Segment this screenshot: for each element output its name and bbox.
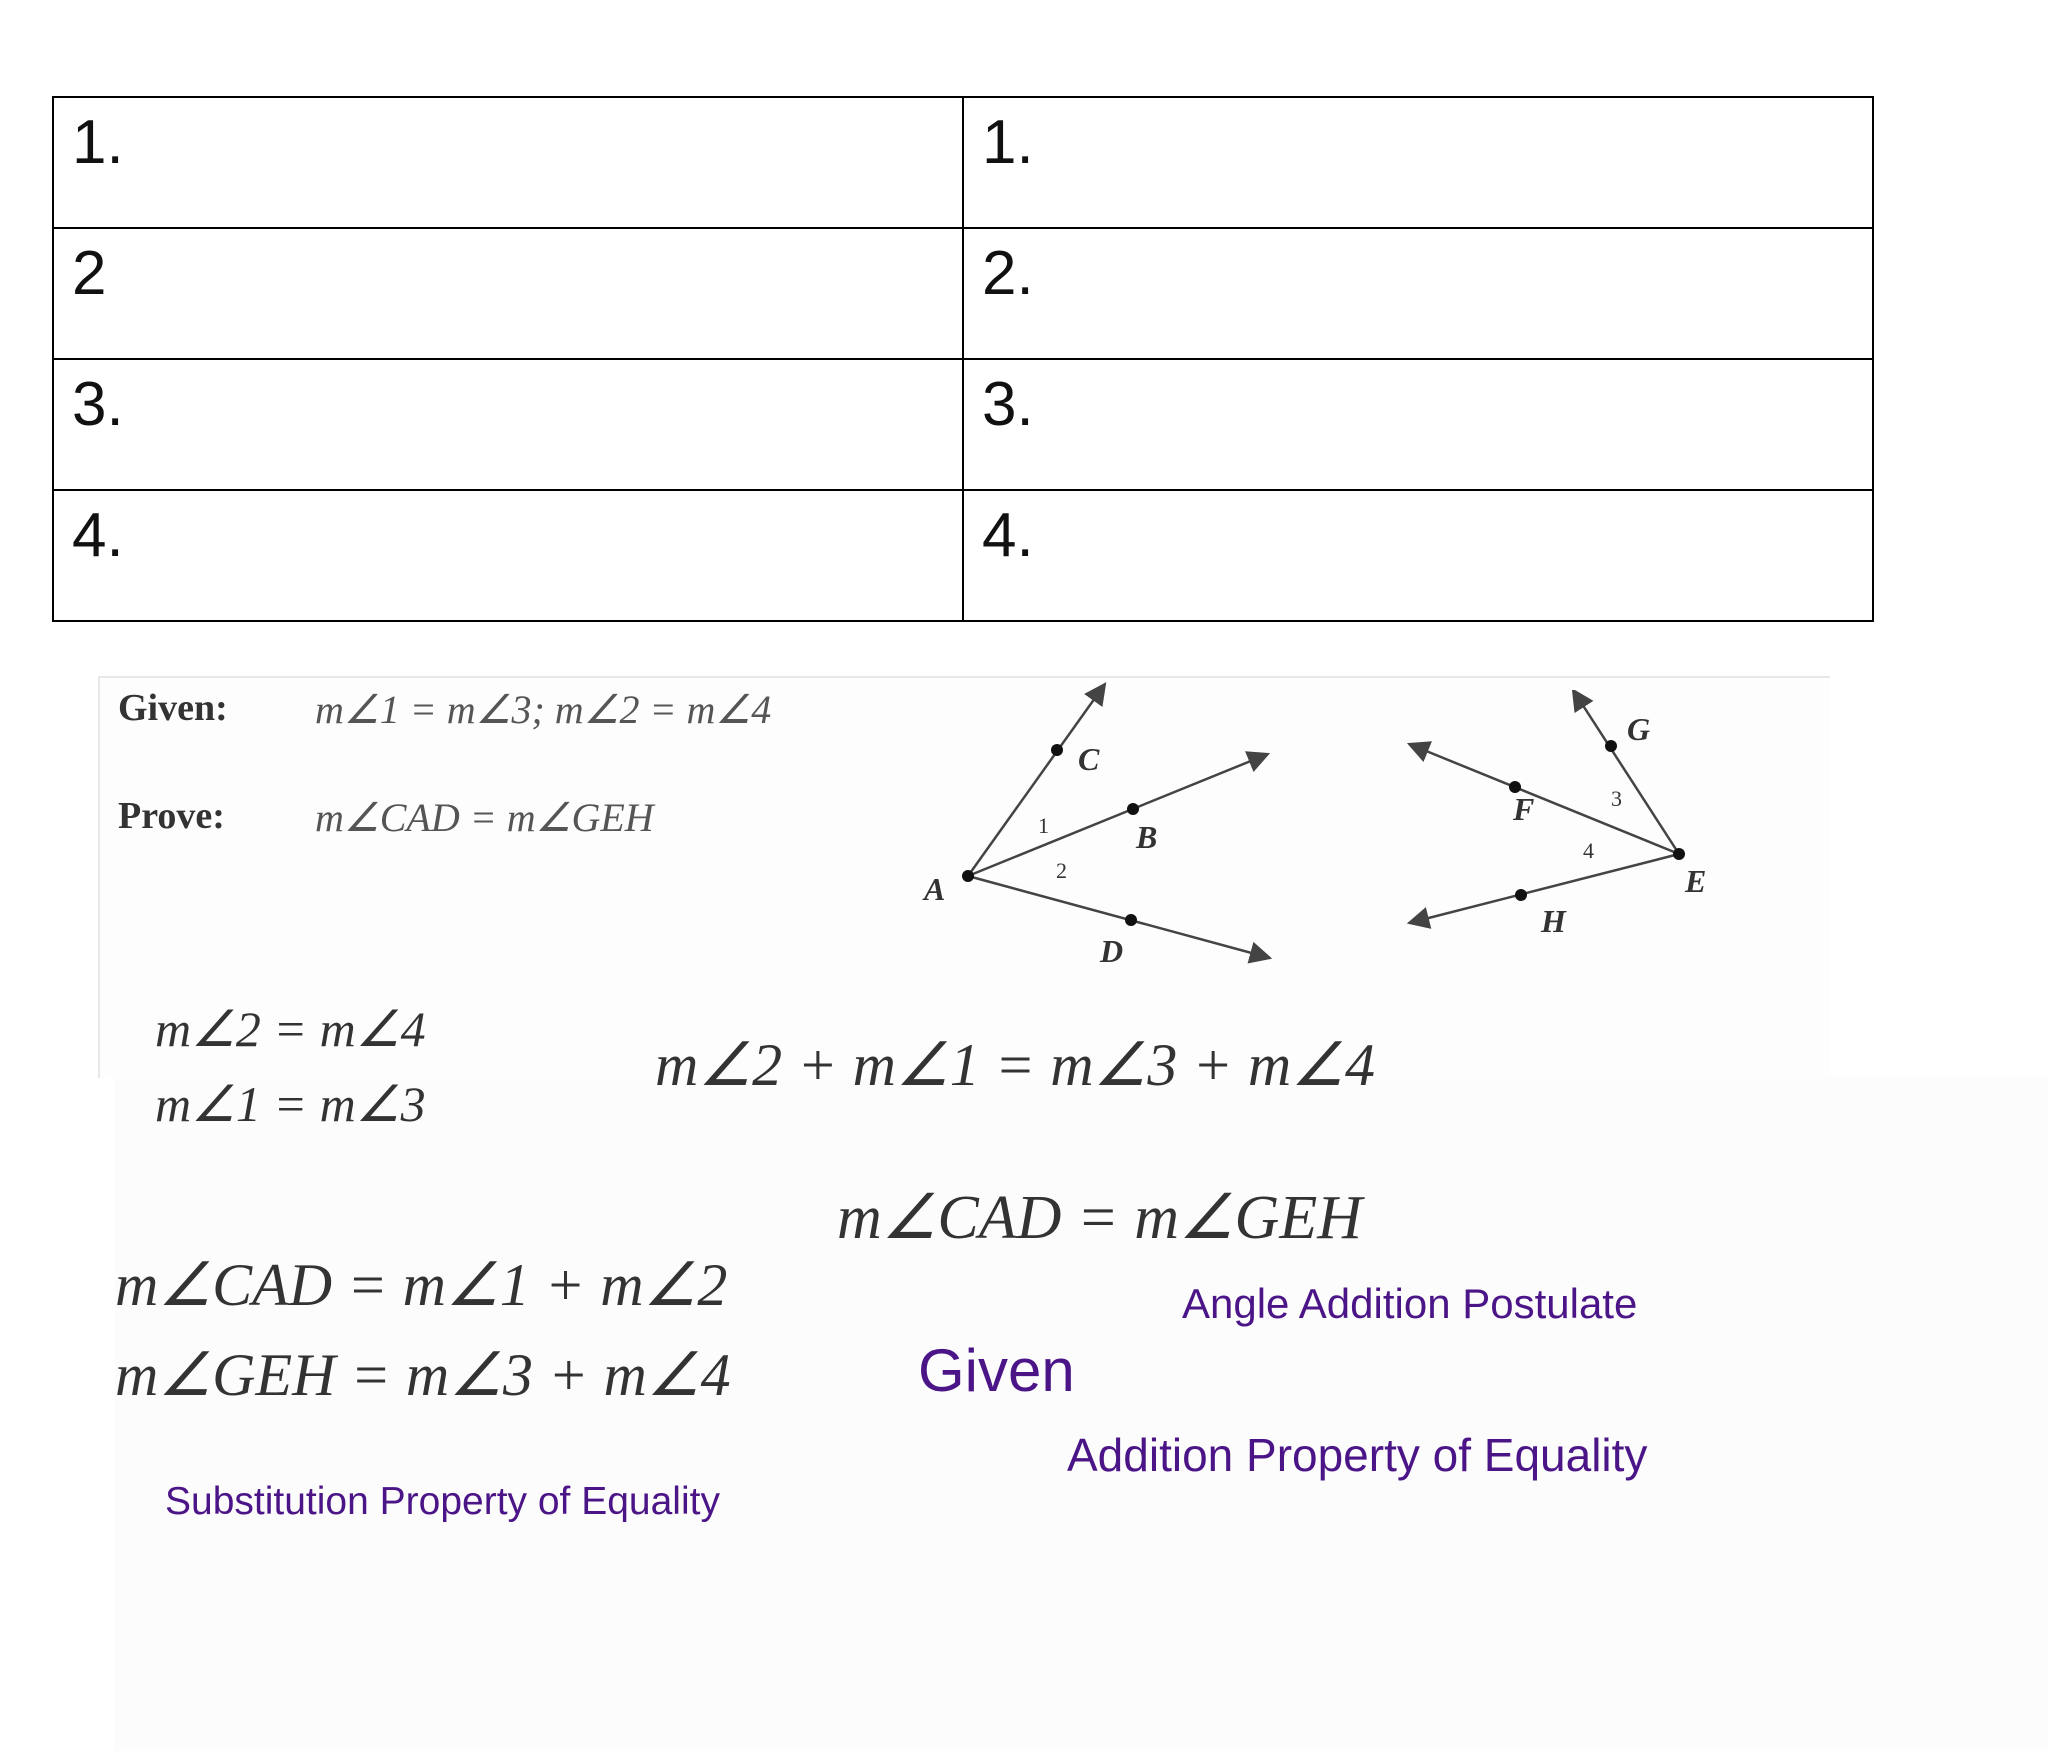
point-g xyxy=(1605,740,1617,752)
given-label: Given: xyxy=(118,687,228,729)
reason-card[interactable]: Angle Addition Postulate xyxy=(1182,1280,1638,1327)
label-e: E xyxy=(1685,863,1707,899)
label-h: H xyxy=(1541,903,1566,939)
point-a xyxy=(962,870,974,882)
statement-cell[interactable]: 3. xyxy=(53,359,963,490)
card-area-background xyxy=(115,1076,2048,1751)
prove-label: Prove: xyxy=(118,795,225,837)
statement-card[interactable]: m∠CAD = m∠1 + m∠2 xyxy=(115,1252,728,1318)
figure-angles-at-a xyxy=(900,670,1300,980)
angle-label-1: 1 xyxy=(1038,813,1049,838)
point-e xyxy=(1673,848,1685,860)
proof-table xyxy=(52,96,1874,622)
table-row xyxy=(53,359,1873,490)
label-d: D xyxy=(1100,933,1124,969)
prove-text: m∠CAD = m∠GEH xyxy=(315,795,654,840)
label-c: C xyxy=(1078,741,1100,777)
reason-cell[interactable]: 3. xyxy=(963,359,1873,490)
reason-cell[interactable]: 2. xyxy=(963,228,1873,359)
point-c xyxy=(1051,744,1063,756)
point-b xyxy=(1127,803,1139,815)
reason-card[interactable]: Given xyxy=(918,1337,1075,1404)
point-h xyxy=(1515,889,1527,901)
reason-card[interactable]: Addition Property of Equality xyxy=(1067,1429,1648,1481)
statement-card[interactable]: m∠2 + m∠1 = m∠3 + m∠4 xyxy=(655,1032,1375,1098)
statement-card[interactable]: m∠GEH = m∠3 + m∠4 xyxy=(115,1342,731,1408)
reason-cell[interactable]: 1. xyxy=(963,97,1873,228)
table-row xyxy=(53,228,1873,359)
given-text: m∠1 = m∠3; m∠2 = m∠4 xyxy=(315,687,772,732)
label-g: G xyxy=(1627,711,1651,747)
point-d xyxy=(1125,914,1137,926)
angle-label-3: 3 xyxy=(1611,786,1622,811)
statement-card[interactable]: m∠2 = m∠4 xyxy=(155,1001,426,1057)
reason-card[interactable]: Substitution Property of Equality xyxy=(165,1480,720,1523)
statement-card[interactable]: m∠CAD = m∠GEH xyxy=(837,1184,1362,1252)
statement-cell[interactable]: 4. xyxy=(53,490,963,621)
ray-eg xyxy=(1573,690,1679,854)
statement-card[interactable]: m∠1 = m∠3 xyxy=(155,1076,426,1132)
table-row xyxy=(53,490,1873,621)
angle-label-4: 4 xyxy=(1583,838,1594,863)
reason-cell[interactable]: 4. xyxy=(963,490,1873,621)
statement-cell[interactable]: 2 xyxy=(53,228,963,359)
statement-cell[interactable]: 1. xyxy=(53,97,963,228)
table-row xyxy=(53,97,1873,228)
figure-angles-at-e xyxy=(1395,690,1745,950)
angle-label-2: 2 xyxy=(1056,858,1067,883)
ray-ef xyxy=(1409,744,1679,854)
label-a: A xyxy=(924,871,946,907)
label-b: B xyxy=(1136,819,1158,855)
label-f: F xyxy=(1513,791,1535,827)
